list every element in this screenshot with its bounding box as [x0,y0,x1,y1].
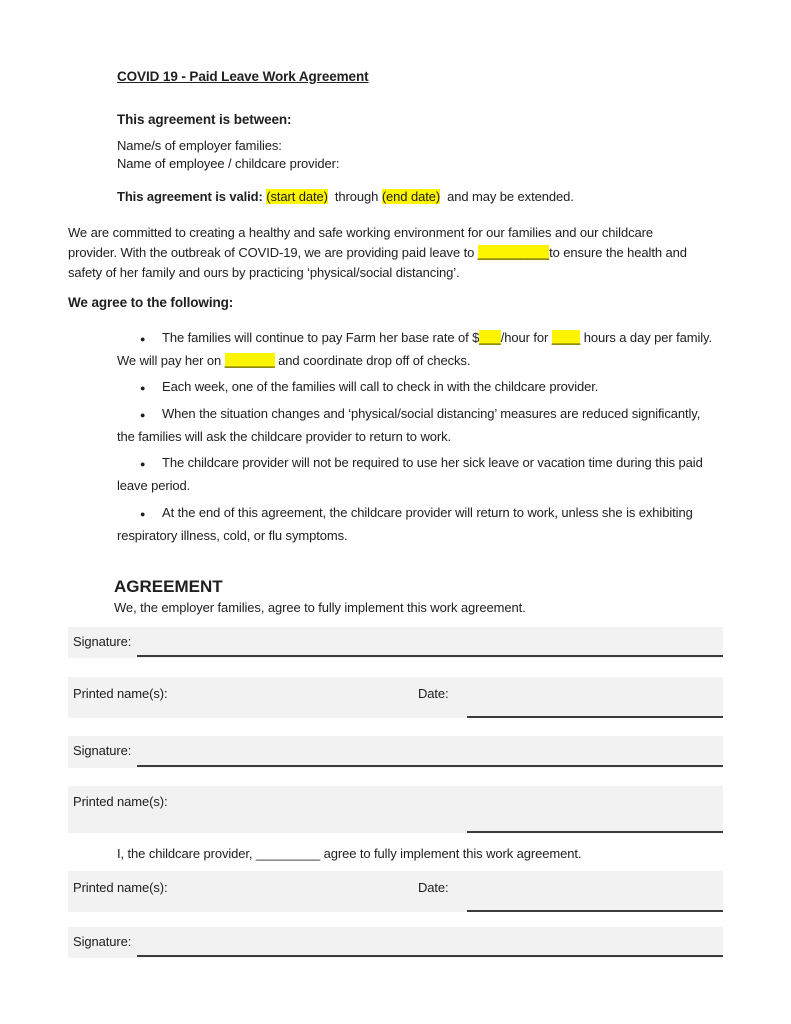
date-label: Date: [418,880,449,895]
bullet-item-end-of-agreement [117,502,693,546]
provider-signature-field [68,927,723,958]
employer-printed-name-date-field-1 [68,677,723,718]
party-name-lines [117,137,339,172]
text-segment: Name of employee / childcare provider: [117,155,340,171]
text-segment: provider. With the outbreak of COVID-19, we are providing paid leave to [68,245,478,260]
highlighted-blank: (start date) [266,189,328,204]
text-segment: The childcare provider will not be required to use her sick leave or vacation time during this paid [162,455,703,470]
bullet-icon: ● [140,334,146,344]
bullet-icon: ● [140,383,146,393]
between-heading: This agreement is between: [117,112,292,127]
signature-line [137,765,723,767]
text-segment: The families will continue to pay Farm her base rate of $ [162,330,480,345]
text-segment: and coordinate drop off of checks. [274,353,471,368]
signature-line [137,955,723,957]
text-line [68,263,687,283]
employer-signature-field-2 [68,736,723,768]
bullet-icon: ● [140,410,146,420]
employer-signature-field-1 [68,627,723,658]
date-label: Date: [418,686,449,701]
signature-line [137,655,723,657]
text-segment: We are committed to creating a healthy and safe working environment for our families and our childcare [68,225,653,240]
text-line [117,502,693,525]
date-line [467,831,723,833]
highlighted-blank: ___ [479,330,501,345]
text-segment: leave period. [117,478,191,493]
text-segment: Each week, one of the families will call to check in with the childcare provider. [162,379,599,394]
text-line [117,327,712,350]
text-line [117,137,339,155]
bullet-icon: ● [140,459,146,469]
text-line [117,475,703,496]
date-line [467,910,723,912]
text-line [117,452,703,475]
text-segment: When the situation changes and ‘physical/social distancing’ measures are reduced significantly, [162,406,701,421]
text-segment: and may be extended. [440,189,574,204]
text-segment: to ensure the health and [549,245,687,260]
highlighted-blank: (end date) [381,189,441,204]
printed-name-label: Printed name(s): [73,880,168,895]
text-line [117,525,693,546]
text-segment: /hour for [500,330,552,345]
agreement-heading: AGREEMENT [114,577,223,596]
provider-sentence: I, the childcare provider, _________ agree to fully implement this work agreement. [117,846,582,861]
bullet-item-return-to-work [117,403,700,447]
text-line [117,350,712,371]
bullet-item-sick-leave [117,452,703,496]
provider-printed-name-date-field [68,871,723,912]
text-line [117,155,339,173]
text-segment: We will pay her on [117,353,225,368]
validity-line [117,189,574,204]
text-segment: hours a day per family. [580,330,713,345]
text-line [117,376,598,399]
signature-label: Signature: [73,634,132,649]
bullet-item-weekly-checkin [117,376,598,399]
bullet-icon: ● [140,509,146,519]
text-line [68,243,687,263]
highlighted-blank: _______ [224,353,275,368]
signature-label: Signature: [73,934,132,949]
text-segment: respiratory illness, cold, or flu symptoms. [117,528,348,543]
document-title: COVID 19 - Paid Leave Work Agreement [117,69,369,84]
text-line [117,403,700,426]
text-segment: through [327,189,382,204]
text-segment: the families will ask the childcare provider to return to work. [117,429,452,444]
printed-name-label: Printed name(s): [73,686,168,701]
highlighted-blank: __________ [477,245,550,260]
employer-printed-name-field-2 [68,786,723,833]
bullet-item-pay-rate [117,327,712,371]
signature-label: Signature: [73,743,132,758]
agree-heading: We agree to the following: [68,295,234,310]
text-segment: Name/s of employer families: [117,138,282,153]
text-segment: This agreement is valid: [117,189,267,204]
text-line [117,426,700,447]
text-segment: safety of her family and ours by practicing ‘physical/social distancing’. [68,265,460,280]
date-line [467,716,723,718]
text-line [68,223,687,243]
text-segment: At the end of this agreement, the childcare provider will return to work, unless she is exhibiting [162,505,693,520]
printed-name-label: Printed name(s): [73,794,168,809]
highlighted-blank: ____ [551,330,581,345]
agreement-sentence: We, the employer families, agree to fully implement this work agreement. [114,600,526,615]
intro-paragraph [68,223,687,283]
